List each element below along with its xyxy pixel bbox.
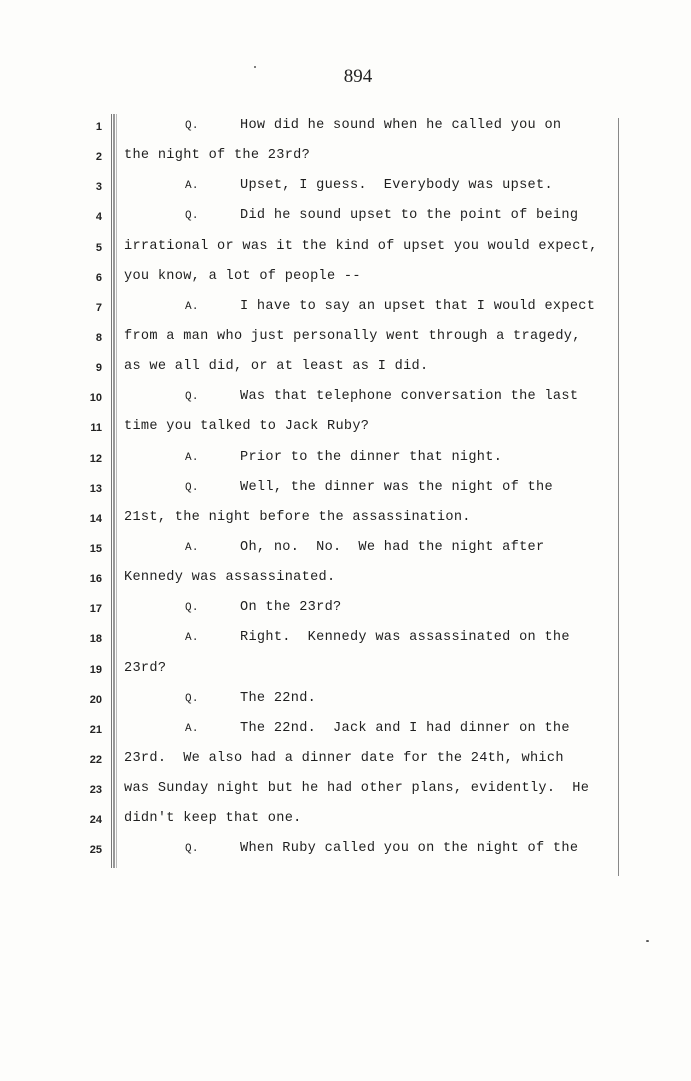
transcript-line [0, 691, 691, 721]
line-number: 20 [89, 693, 102, 706]
line-number: 10 [89, 392, 102, 405]
line-text [124, 239, 598, 254]
transcript-line [0, 661, 691, 691]
line-number: 17 [89, 603, 102, 616]
transcript-line [0, 841, 691, 871]
line-text [124, 751, 564, 766]
line-text [185, 721, 570, 736]
line-number: 1 [95, 121, 102, 133]
transcript-line [0, 570, 691, 600]
transcript-line [0, 540, 691, 570]
testimony-text: When Ruby called you on the night of the [240, 841, 579, 857]
question-marker: Q. [185, 843, 199, 856]
testimony-text: 21st, the night before the assassination. [124, 509, 471, 525]
line-number: 18 [89, 633, 102, 646]
testimony-text: Upset, I guess. Everybody was upset. [240, 178, 553, 194]
answer-marker: A. [185, 541, 199, 554]
transcript-line [0, 208, 691, 238]
line-number: 15 [89, 542, 102, 555]
answer-marker: A. [185, 451, 199, 464]
question-marker: Q. [185, 120, 199, 132]
line-text [185, 450, 502, 465]
line-number: 14 [89, 512, 102, 525]
line-number: 8 [95, 331, 102, 344]
testimony-text: I have to say an upset that I would expect [240, 298, 596, 314]
testimony-text: The 22nd. [240, 690, 317, 706]
transcript-line [0, 781, 691, 811]
line-number: 13 [89, 482, 102, 495]
testimony-text: Did he sound upset to the point of being [240, 208, 579, 224]
line-text [185, 841, 578, 856]
line-text [185, 208, 578, 223]
line-number: 2 [95, 151, 102, 164]
line-number: 23 [89, 784, 102, 797]
line-text [185, 118, 561, 133]
answer-marker: A. [185, 632, 199, 645]
testimony-text: the night of the 23rd? [124, 148, 311, 164]
answer-marker: A. [185, 180, 199, 193]
line-number: 22 [89, 753, 102, 766]
transcript-line [0, 239, 691, 269]
transcript-line [0, 480, 691, 510]
transcript-line [0, 630, 691, 660]
line-number: 4 [95, 211, 102, 224]
testimony-text: as we all did, or at least as I did. [124, 359, 429, 375]
line-text [124, 661, 166, 676]
transcript-line [0, 359, 691, 389]
line-text [185, 691, 316, 706]
line-number: 9 [95, 362, 102, 375]
line-number: 3 [95, 181, 102, 194]
testimony-text: Right. Kennedy was assassinated on the [240, 630, 570, 646]
transcript-line [0, 721, 691, 751]
testimony-text: irrational or was it the kind of upset you would expect, [124, 238, 598, 254]
question-marker: Q. [185, 481, 199, 494]
transcript-line [0, 450, 691, 480]
transcript-line [0, 269, 691, 299]
testimony-text: time you talked to Jack Ruby? [124, 419, 370, 435]
line-number: 25 [89, 844, 102, 857]
transcript-line [0, 510, 691, 540]
line-text [124, 570, 335, 585]
transcript-line [0, 299, 691, 329]
line-text [124, 148, 310, 163]
line-number: 21 [89, 723, 102, 736]
testimony-text: you know, a lot of people -- [124, 268, 361, 284]
answer-marker: A. [185, 722, 199, 735]
testimony-text: from a man who just personally went through a tragedy, [124, 328, 581, 344]
line-text [185, 178, 553, 193]
question-marker: Q. [185, 692, 199, 705]
transcript-line [0, 389, 691, 419]
line-text [185, 540, 544, 555]
line-text [124, 510, 471, 525]
line-number: 11 [90, 422, 102, 435]
line-text [124, 329, 581, 344]
line-text [124, 269, 361, 284]
question-marker: Q. [185, 210, 199, 223]
page-number: 894 [343, 66, 373, 87]
line-number: 7 [95, 301, 102, 314]
line-number: 16 [89, 573, 102, 586]
testimony-text: The 22nd. Jack and I had dinner on the [240, 720, 570, 736]
testimony-text: How did he sound when he called you on [240, 118, 562, 133]
testimony-text: 23rd? [124, 660, 167, 676]
transcript-line [0, 419, 691, 449]
testimony-text: On the 23rd? [240, 600, 342, 616]
transcript-line [0, 811, 691, 841]
line-text [185, 630, 570, 645]
line-text [124, 359, 428, 374]
line-text [124, 811, 302, 826]
testimony-text: Kennedy was assassinated. [124, 570, 336, 586]
testimony-text: Was that telephone conversation the last [240, 389, 579, 405]
line-number: 24 [89, 814, 102, 827]
transcript-line [0, 178, 691, 208]
line-number: 6 [95, 271, 102, 284]
line-text [185, 600, 342, 615]
testimony-text: Prior to the dinner that night. [240, 449, 503, 465]
transcript-line [0, 148, 691, 178]
line-number: 12 [89, 452, 102, 465]
question-marker: Q. [185, 391, 199, 404]
line-text [124, 419, 369, 434]
question-marker: Q. [185, 602, 199, 615]
line-text [185, 299, 595, 314]
transcript-line [0, 600, 691, 630]
testimony-text: 23rd. We also had a dinner date for the 24th, which [124, 750, 564, 766]
answer-marker: A. [185, 300, 199, 313]
testimony-text: Oh, no. No. We had the night after [240, 539, 545, 555]
line-text [185, 389, 578, 404]
line-number: 19 [89, 663, 102, 676]
testimony-text: Well, the dinner was the night of the [240, 479, 553, 495]
transcript-line [0, 118, 691, 148]
line-text [185, 480, 553, 495]
transcript-body [0, 118, 691, 872]
testimony-text: didn't keep that one. [124, 811, 302, 827]
transcript-line [0, 329, 691, 359]
scan-speck [646, 940, 649, 942]
line-text [124, 781, 589, 796]
testimony-text: was Sunday night but he had other plans, evidently. He [124, 781, 590, 797]
line-number: 5 [95, 241, 102, 254]
transcript-line [0, 751, 691, 781]
